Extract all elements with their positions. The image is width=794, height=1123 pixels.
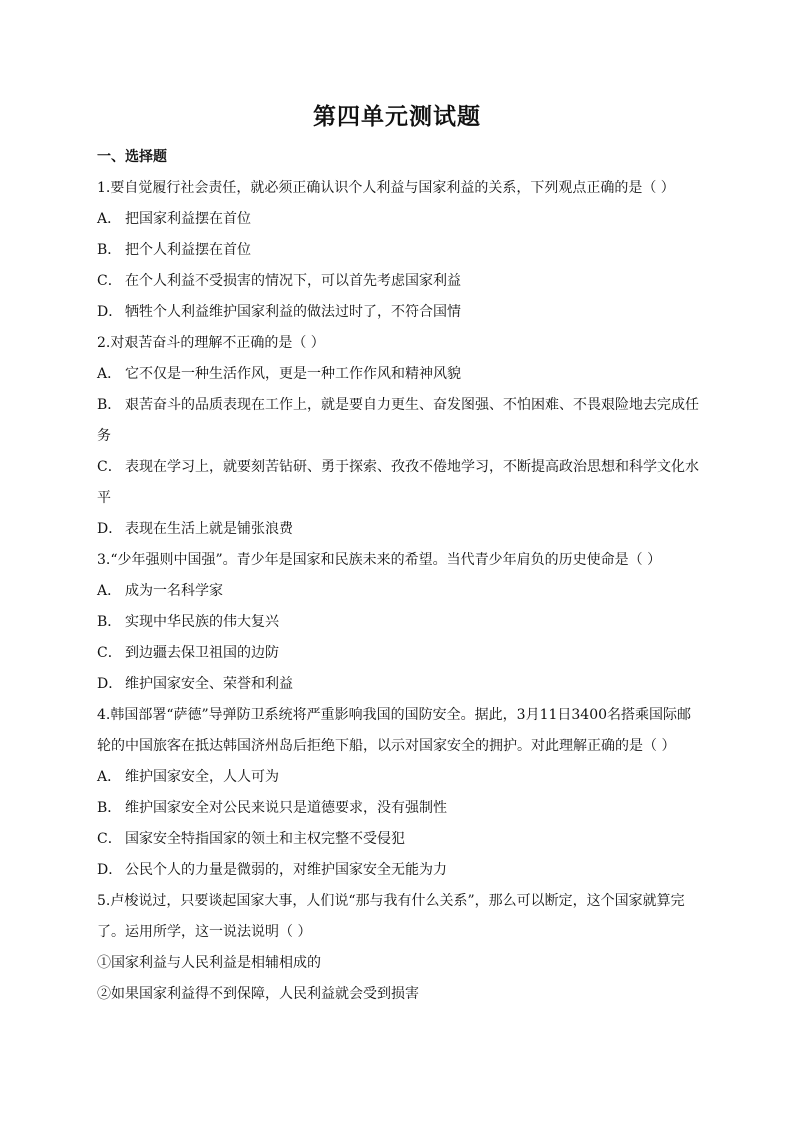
option-text: 在个人利益不受损害的情况下，可以首先考虑国家利益	[125, 273, 461, 289]
question-list	[97, 142, 699, 1010]
option-letter: D．	[97, 304, 123, 320]
option-text: 国家安全特指国家的领土和主权完整不受侵犯	[125, 831, 405, 847]
option-c	[97, 824, 699, 855]
option-text: 公民个人的力量是微弱的，对维护国家安全无能为力	[125, 862, 447, 878]
question-5	[97, 886, 699, 1010]
question-1	[97, 173, 699, 328]
option-text: 维护国家安全、荣誉和利益	[125, 676, 293, 692]
option-text: 把个人利益摆在首位	[125, 242, 251, 258]
option-text: 牺牲个人利益维护国家利益的做法过时了，不符合国情	[125, 304, 461, 320]
option-d	[97, 669, 699, 700]
option-letter: A．	[97, 583, 122, 599]
option-text: 艰苦奋斗的品质表现在工作上，就是要自力更生、奋发图强、不怕困难、不畏艰险地去完成任务	[97, 397, 699, 444]
option-c	[97, 638, 699, 669]
section-heading: 一、选择题	[97, 149, 167, 165]
option-d	[97, 297, 699, 328]
question-2	[97, 328, 699, 545]
option-letter: C．	[97, 645, 122, 661]
question-stem: 2.对艰苦奋斗的理解不正确的是（ ）	[97, 335, 325, 351]
option-letter: C．	[97, 831, 122, 847]
option-letter: D．	[97, 676, 123, 692]
option-letter: B．	[97, 800, 122, 816]
option-text: 把国家利益摆在首位	[125, 211, 251, 227]
option-text: 到边疆去保卫祖国的边防	[125, 645, 279, 661]
question-stem: 1.要自觉履行社会责任，就必须正确认识个人利益与国家利益的关系，下列观点正确的是（ ）	[97, 180, 675, 196]
option-c	[97, 452, 699, 514]
option-b	[97, 607, 699, 638]
option-a	[97, 359, 699, 390]
option-text: 实现中华民族的伟大复兴	[125, 614, 279, 630]
option-b	[97, 235, 699, 266]
option-text: 表现在生活上就是铺张浪费	[125, 521, 293, 537]
statement-item: ①国家利益与人民利益是相辅相成的	[97, 955, 321, 971]
option-letter: C．	[97, 273, 122, 289]
option-letter: B．	[97, 397, 122, 413]
option-letter: C．	[97, 459, 122, 475]
option-b	[97, 390, 699, 452]
option-text: 维护国家安全，人人可为	[125, 769, 279, 785]
option-text: 维护国家安全对公民来说只是道德要求，没有强制性	[125, 800, 447, 816]
page-title: 第四单元测试题	[313, 103, 481, 130]
option-letter: D．	[97, 521, 123, 537]
option-a	[97, 576, 699, 607]
option-d	[97, 855, 699, 886]
option-letter: B．	[97, 242, 122, 258]
question-4	[97, 700, 699, 886]
question-stem: 4.韩国部署“萨德”导弹防卫系统将严重影响我国的国防安全。据此，3月11日3400名搭乘国际邮轮的中国旅客在抵达韩国济州岛后拒绝下船，以示对国家安全的拥护。对此理解正确的是（ ）	[97, 707, 692, 754]
option-c	[97, 266, 699, 297]
option-a	[97, 204, 699, 235]
option-letter: A．	[97, 366, 122, 382]
question-3	[97, 545, 699, 700]
question-stem: 5.卢梭说过，只要谈起国家大事，人们说“那与我有什么关系”，那么可以断定，这个国家就算完了。运用所学，这一说法说明（ ）	[97, 893, 685, 940]
option-d	[97, 514, 699, 545]
option-text: 它不仅是一种生活作风，更是一种工作作风和精神风貌	[125, 366, 461, 382]
statement-item: ②如果国家利益得不到保障，人民利益就会受到损害	[97, 986, 419, 1002]
option-text: 表现在学习上，就要刻苦钻研、勇于探索、孜孜不倦地学习，不断提高政治思想和科学文化水平	[97, 459, 699, 506]
option-letter: A．	[97, 769, 122, 785]
option-letter: B．	[97, 614, 122, 630]
option-letter: A．	[97, 211, 122, 227]
option-text: 成为一名科学家	[125, 583, 223, 599]
option-b	[97, 793, 699, 824]
option-a	[97, 762, 699, 793]
option-letter: D．	[97, 862, 123, 878]
question-stem: 3.“少年强则中国强”。青少年是国家和民族未来的希望。当代青少年肩负的历史使命是（ ）	[97, 552, 662, 568]
